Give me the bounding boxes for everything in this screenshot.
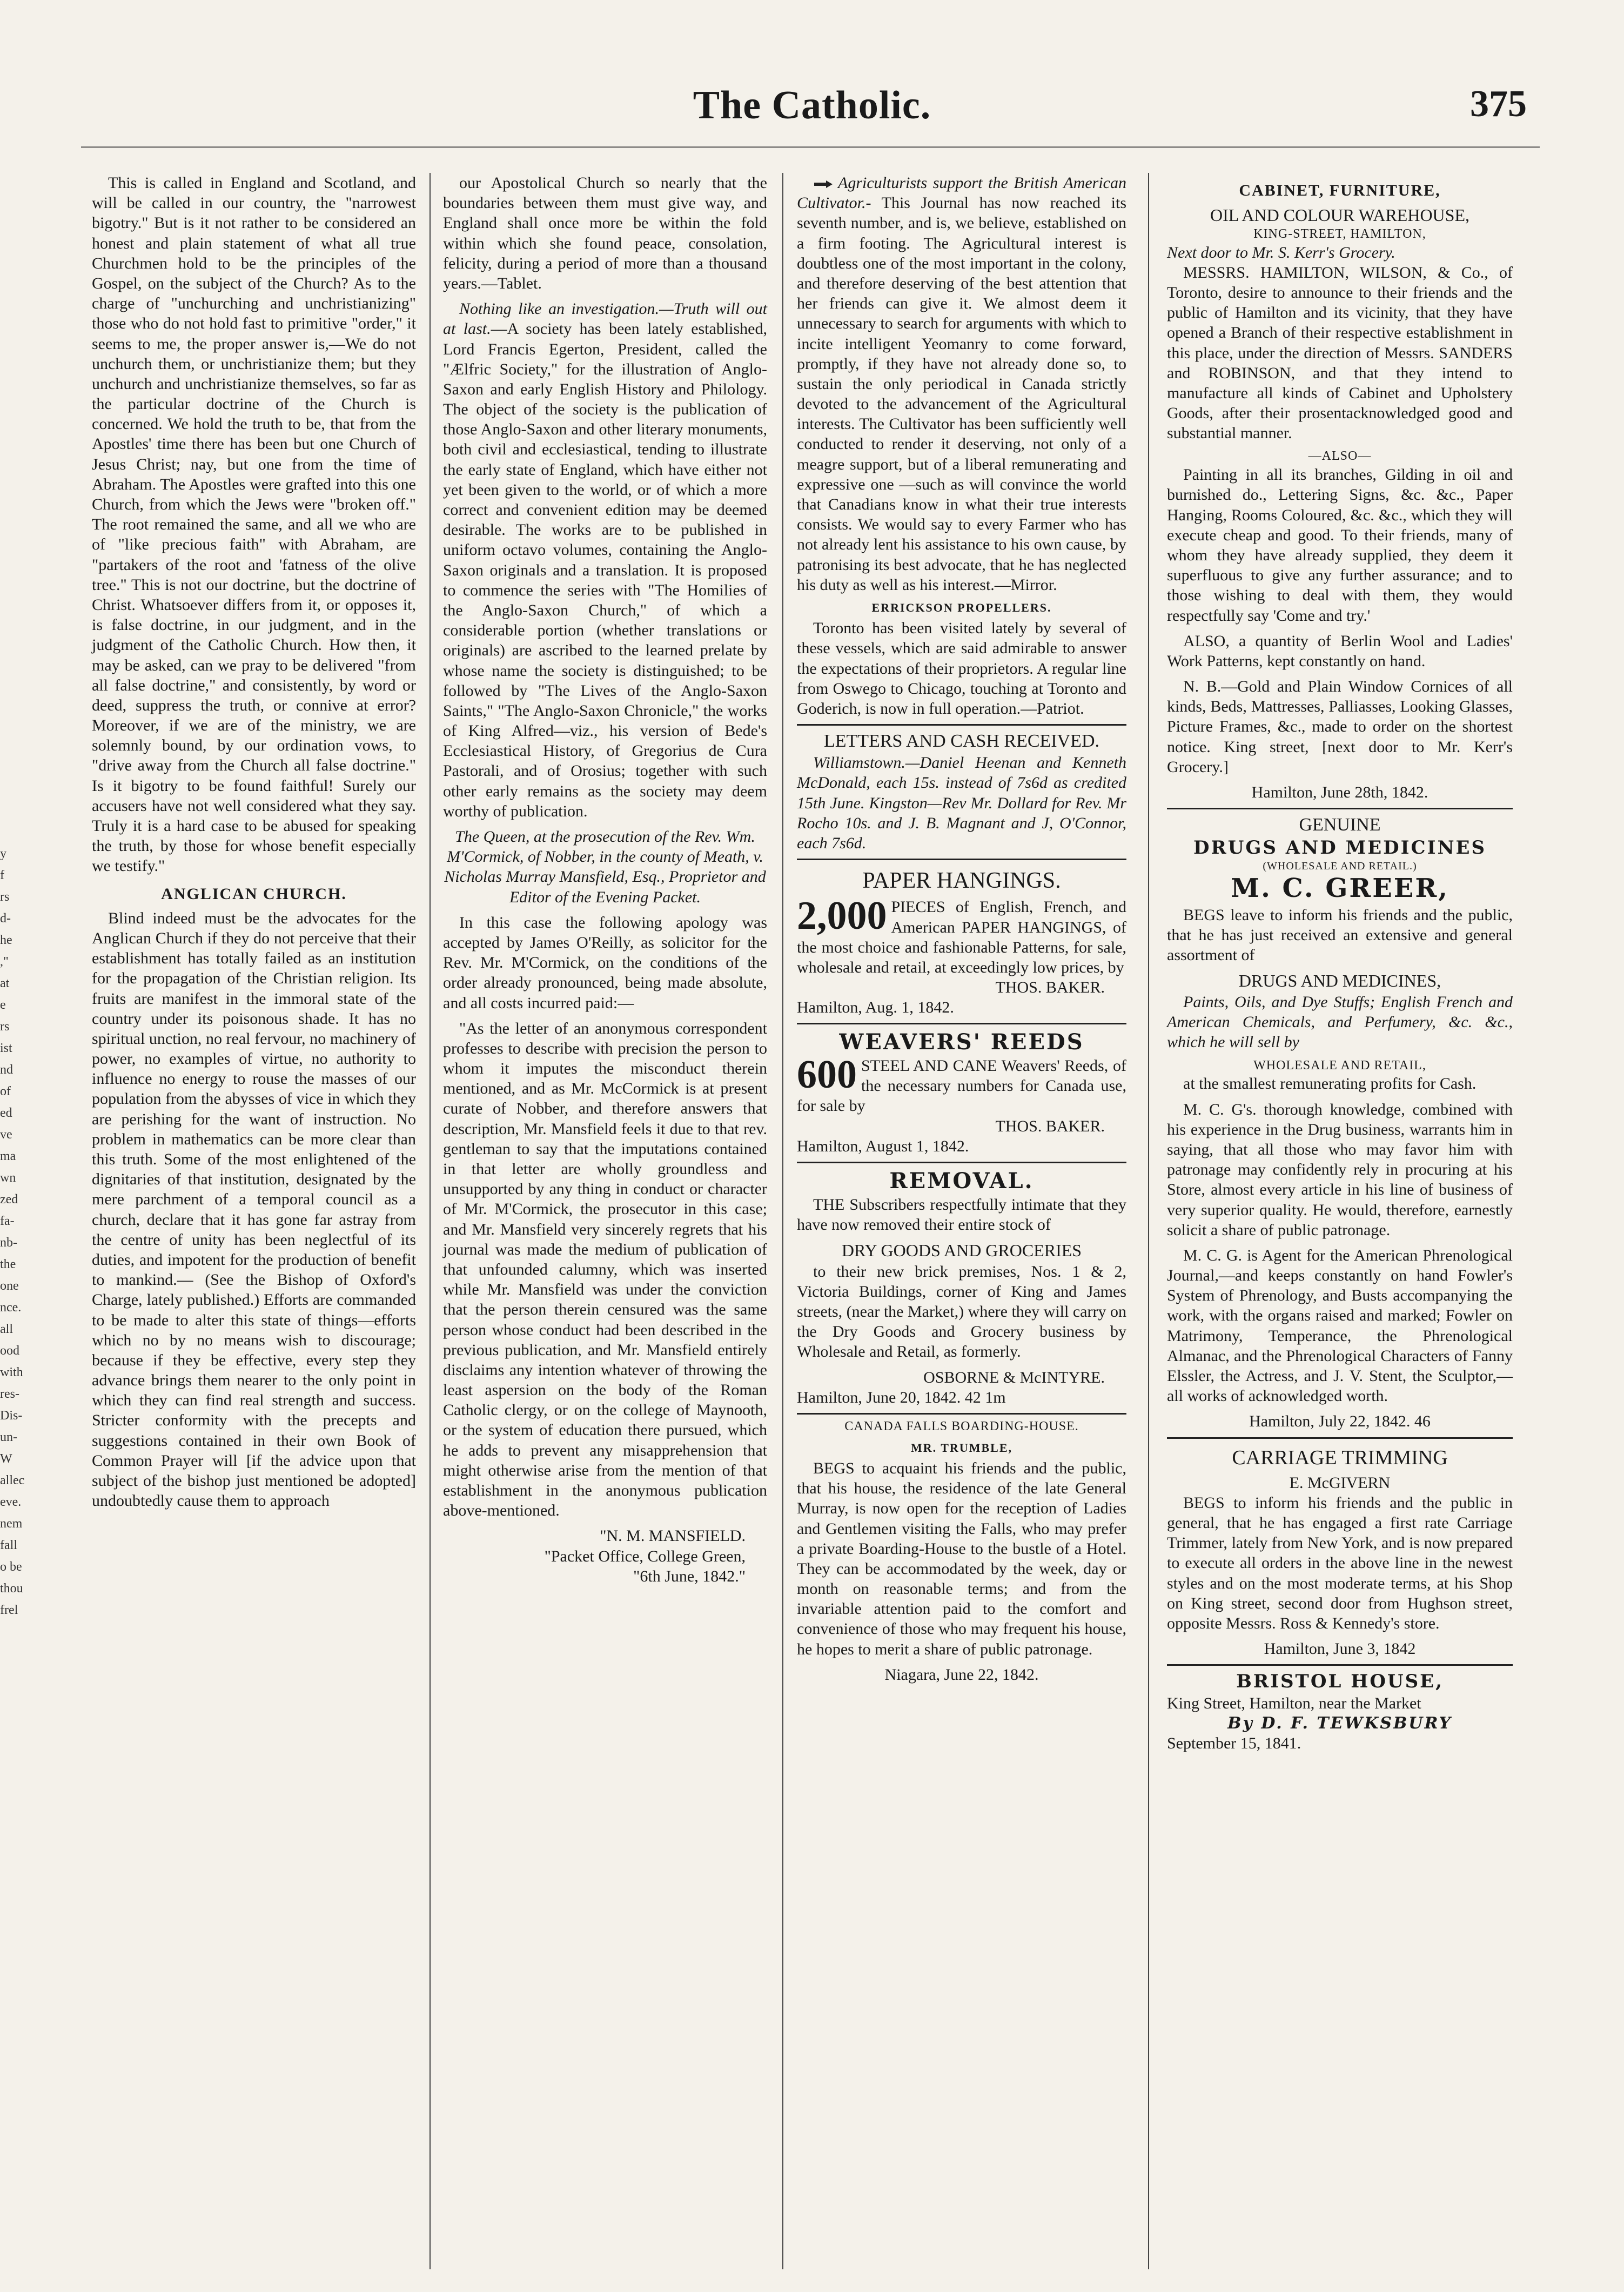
ad-heading: PAPER HANGINGS. bbox=[862, 868, 1061, 894]
article-text: our Apostolical Church so nearly that the boundaries between them must give way, and England shall once more be within the fold within which she found peace, consolation, felicity, during a period of more than a thousand years.—Tablet. bbox=[443, 174, 767, 292]
article-lead: Agriculturists support the British American Cultivator. bbox=[797, 174, 1126, 212]
page-title: The Catholic. bbox=[693, 83, 931, 128]
edge-fragment: thou bbox=[0, 1581, 23, 1596]
ad-date: Hamilton, June 3, 1842 bbox=[1264, 1640, 1416, 1658]
column-divider bbox=[430, 173, 431, 2269]
section-heading: ANGLICAN CHURCH. bbox=[161, 884, 347, 903]
article-text: Toronto has been visited lately by several of these vessels, which are said admirable to answer the expectations of their proprietors. A regular line from Oswego to Chicago, touching at Toronto and Goderich, is now in full operation.—Patriot. bbox=[797, 619, 1126, 718]
pointing-hand-icon bbox=[813, 178, 835, 190]
ad-address: Next door to Mr. S. Kerr's Grocery. bbox=[1167, 243, 1395, 262]
edge-fragment: all bbox=[0, 1322, 13, 1336]
ad-text: BEGS to inform his friends and the public in general, that he has engaged a first rate Carriage Trimmer, lately from New York, and is now prepared to execute all orders in the above line in the newest styles and on the most moderate terms, at his Shop on King street, second door from Hughson street, opposite Messrs. Ross & Kennedy's store. bbox=[1167, 1493, 1513, 1633]
edge-fragment: the bbox=[0, 1257, 16, 1271]
ad-text: N. B.—Gold and Plain Window Cornices of all kinds, Beds, Mattresses, Palliasses, Looking Glasses, Picture Frames, &c., made to order on the shortest notice. King street, [next door to Mr. Kerr's Grocery.] bbox=[1167, 678, 1513, 776]
edge-fragment: fall bbox=[0, 1538, 17, 1552]
ad-merchant-name: M. C. GREER, bbox=[1231, 873, 1449, 904]
edge-fragment: y bbox=[0, 847, 6, 861]
advertisement bbox=[797, 1023, 1126, 1156]
masthead-rule bbox=[81, 146, 1540, 148]
signature: "6th June, 1842." bbox=[633, 1567, 746, 1585]
edge-fragment: ma bbox=[0, 1149, 16, 1163]
ad-date: Niagara, June 22, 1842. bbox=[884, 1665, 1039, 1684]
edge-fragment: d- bbox=[0, 912, 11, 926]
edge-fragment: ood bbox=[0, 1344, 19, 1358]
ad-text: Paints, Oils, and Dye Stuffs; English French and American Chemicals, and Perfumery, &c. &c., which he will sell by bbox=[1167, 993, 1513, 1051]
column-divider bbox=[1148, 173, 1149, 2269]
masthead bbox=[0, 81, 1624, 135]
ad-heading: GENUINE bbox=[1299, 815, 1381, 835]
ad-text: THE Subscribers respectfully intimate that they have now removed their entire stock of bbox=[797, 1195, 1126, 1234]
ad-text: Painting in all its branches, Gilding in oil and burnished do., Lettering Signs, &c. &c., Paper Hanging, Rooms Coloured, &c. &c., which they will execute cheap and good. To their friends, many of whom they have already supplied, they deem it superfluous to give any further assurance; and to those wishing to deal with them, they would respectfully say 'Come and try.' bbox=[1167, 466, 1513, 625]
edge-fragment: he bbox=[0, 933, 12, 947]
article-paragraph bbox=[797, 173, 1126, 595]
edge-fragment: of bbox=[0, 1084, 11, 1098]
edge-fragment: o be bbox=[0, 1560, 22, 1574]
edge-fragment: nem bbox=[0, 1517, 23, 1531]
ad-signature: OSBORNE & McINTYRE. bbox=[923, 1368, 1105, 1386]
column-divider bbox=[782, 173, 783, 2269]
edge-fragment: W bbox=[0, 1452, 12, 1466]
ad-address: King Street, Hamilton, near the Market bbox=[1167, 1694, 1421, 1712]
edge-fragment: ist bbox=[0, 1041, 12, 1055]
section-heading: ERRICKSON PROPELLERS. bbox=[871, 600, 1052, 614]
ad-date: Hamilton, July 22, 1842. 46 bbox=[1249, 1412, 1431, 1431]
article-text: - This Journal has now reached its seventh number, and is, we believe, established on a firm footing. The Agricultural interest is doubtless one of the most important in the colony, and therefore deserving of the best attention that her friends can give it. We almost deem it unnecessary to search for arguments with which to incite intelligent Yeomanry to come forward, promptly, if they have not already done so, to sustain the only periodical in Canada strictly devoted to the advancement of the Agricultural interests. The Cultivator has been sufficiently well conducted to render it deserving, not only of a meagre support, but of a liberal remunerating and expressive one —such as will convince the world that Canadians know in what their true interests consists. We would say to every Farmer who has not already lent his assistance to his own cause, by patronising its best advocate, that he has neglected his duty as well as his interest.—Mirror. bbox=[797, 194, 1126, 594]
article-text: —A society has been lately established, Lord Francis Egerton, President, called the "Ælfric Society," for the illustration of Anglo-Saxon and early English History and Philology. The object of the society is the publication of those Anglo-Saxon and other literary monuments, both civil and ecclesiastical, tending to illustrate the early state of England, which have either not yet been given to the world, or of which a more correct and convenient edition may be deemed desirable. The works are to be published in uniform octavo volumes, containing the Anglo-Saxon originals and a translation. It is proposed to commence the series with "The Homilies of the Anglo-Saxon Church," of which a considerable portion (whether translations or originals) are ascribed to the learned prelate by whose name the society is distinguished; to be followed by "The Lives of the Anglo-Saxon Saints," "The Anglo-Saxon Chronicle," the works of King Alfred—viz., his version of Bede's Ecclesiastical History, of Gregorius de Cura Pastorali, and of Orosius; together with such other early remains as the society may deem worthy of publication. bbox=[443, 320, 767, 820]
ad-signature: THOS. BAKER. bbox=[995, 1117, 1105, 1135]
article-text: This is called in England and Scotland, and will be called in our country, the "narrowest bigotry." But is it not rather to be considered an honest and plain statement of what all true Churchmen hold to be the principles of the Gospel, on the subject of the Church? As to the charge of "unchurching and unchristianizing" those who do not hold fast to primitive "order," it seems to me, the proper answer is,—We do not unchurch them, or unchristianize them; but they unchurch and unchristianize themselves, so far as the particular doctrine of the Church is concerned. We hold the truth to be, that from the Apostles' time there has been but one Church of Jesus Christ; nay, but one from the time of Abraham. The Apostles were grafted into this one Church, from which the Jews were "broken off." The root remained the same, and all we who are of "like precious faith" with Abraham, are "partakers of the root and 'fatness of the olive tree." This is not our doctrine, but the doctrine of Christ. Whatsoever differs from it, or opposes it, is false doctrine, in our judgment, and in the judgment of the Catholic Church. How then, it may be asked, can we pray to be delivered "from all false doctrine," and consistently, by word or deed, suppress the truth, or connive at error? Moreover, if we are of the ministry, we are solemnly bound, by our ordination vows, to "drive away from the Church all false doctrine." Is it bigotry to be found faithful! Surely our accusers have not well considered what they say. Truly it is a hard case to be abused for speaking the truth, by those for whose benefit especially we testify." bbox=[92, 174, 416, 875]
article-text: In this case the following apology was accepted by James O'Reilly, as solicitor for the Rev. Mr. M'Cormick, on the conditions of the order already pronounced, being made absolute, and all costs incurred paid:— bbox=[443, 913, 767, 1012]
ad-signature: THOS. BAKER. bbox=[995, 979, 1105, 997]
ad-proprietor: By D. F. TEWKSBURY bbox=[1227, 1713, 1452, 1733]
ad-merchant-name: E. McGIVERN bbox=[1289, 1473, 1391, 1492]
ad-text: MESSRS. HAMILTON, WILSON, & Co., of Toronto, desire to announce to their friends and the public of Hamilton and its vicinity, that they have opened a Branch of their respective establishment in this place, under the direction of Messrs. SANDERS and ROBINSON, and that they intend to manufacture all kinds of Cabinet and Upholstery Goods, after their prosentacknowledged good and substantial manner. bbox=[1167, 263, 1513, 443]
advertisement bbox=[797, 1162, 1126, 1408]
edge-fragment: frel bbox=[0, 1603, 18, 1617]
ad-text: at the smallest remunerating profits for Cash. bbox=[1183, 1075, 1477, 1093]
ad-heading: LETTERS AND CASH RECEIVED. bbox=[824, 731, 1099, 752]
ad-date: Hamilton, June 28th, 1842. bbox=[1251, 783, 1428, 802]
ad-date: Hamilton, June 20, 1842. 42 1m bbox=[797, 1388, 1006, 1406]
ad-heading: DRUGS AND MEDICINES bbox=[1193, 837, 1487, 859]
advertisement bbox=[1167, 808, 1513, 1431]
ad-text: STEEL AND CANE Weavers' Reeds, of the necessary numbers for Canada use, for sale by bbox=[797, 1057, 1126, 1115]
advertisement bbox=[797, 859, 1126, 1017]
edge-fragment: at bbox=[0, 976, 10, 990]
article-lead: The Queen, at the prosecution of the Rev. Wm. M'Cormick, of Nobber, in the county of Meath, v. Nicholas Murray Mansfield, Esq., Proprietor and Editor of the Evening Packet. bbox=[444, 828, 766, 906]
ad-text: BEGS leave to inform his friends and the public, that he has just received an extensive and general assortment of bbox=[1167, 906, 1513, 964]
ad-text: Williamstown.—Daniel Heenan and Kenneth McDonald, each 15s. instead of 7s6d as credited 15th June. Kingston—Rev Mr. Dollard for Rev. Mr Rocho 10s. and J. B. Magnant and J, O'Connor, each 7s6d. bbox=[797, 754, 1126, 853]
page-number: 375 bbox=[1470, 83, 1527, 125]
edge-fragment: fa- bbox=[0, 1214, 15, 1228]
ad-heading: CABINET, FURNITURE, bbox=[1239, 182, 1441, 199]
ad-text: PIECES of English, French, and American PAPER HANGINGS, of the most choice and fashionable Patterns, for sale, wholesale and retail, at exceedingly low prices, by bbox=[797, 898, 1126, 976]
ad-heading: REMOVAL. bbox=[889, 1168, 1034, 1194]
edge-fragment: rs bbox=[0, 1020, 10, 1034]
ad-date: Hamilton, Aug. 1, 1842. bbox=[797, 998, 954, 1017]
article-lead: Nothing like an investigation.—Truth will out at last. bbox=[443, 300, 767, 338]
ad-text: to their new brick premises, Nos. 1 & 2, Victoria Buildings, corner of King and James streets, (near the Market,) where they will carry on the Dry Goods and Grocery business by Wholesale and Retail, as formerly. bbox=[797, 1262, 1126, 1361]
edge-fragment: nb- bbox=[0, 1236, 17, 1250]
edge-fragment: eve. bbox=[0, 1495, 22, 1509]
edge-fragment: rs bbox=[0, 890, 10, 904]
edge-fragment: ," bbox=[0, 955, 9, 969]
advertisement bbox=[797, 724, 1126, 853]
edge-fragment: f bbox=[0, 868, 4, 882]
edge-fragment: nd bbox=[0, 1063, 13, 1077]
ad-heading: CARRIAGE TRIMMING bbox=[1232, 1446, 1448, 1469]
ad-quantity: 2,000 bbox=[797, 894, 887, 939]
ad-heading: OIL AND COLOUR WAREHOUSE, bbox=[1210, 205, 1469, 225]
signature: "Packet Office, College Green, bbox=[544, 1547, 746, 1565]
ad-heading: BRISTOL HOUSE, bbox=[1236, 1671, 1444, 1693]
ad-text: M. C. G. is Agent for the American Phrenological Journal,—and keeps constantly on hand Fowler's System of Phrenology, and Busts accompanying the work, with the organs raised and marked; Fowler on Matrimony, Temperance, the Phrenological Almanac, and the Phrenological Characters of Fanny Elssler, the Actress, and J. V. Stent, the Sculptor,—all works of acknowledged worth. bbox=[1167, 1246, 1513, 1405]
edge-fragment: ed bbox=[0, 1106, 12, 1120]
adjacent-page-edge bbox=[0, 843, 70, 1621]
ad-text: ALSO, a quantity of Berlin Wool and Ladies' Work Patterns, kept constantly on hand. bbox=[1167, 632, 1513, 670]
ad-subheading: WHOLESALE AND RETAIL, bbox=[1253, 1058, 1426, 1073]
column-4 bbox=[1167, 173, 1513, 2280]
ad-date: September 15, 1841. bbox=[1167, 1734, 1301, 1752]
ad-subheading: (WHOLESALE AND RETAIL.) bbox=[1263, 860, 1417, 872]
article-text: "As the letter of an anonymous correspondent professes to describe with precision the person to whom it imputes the misconduct therein mentioned, and as Mr. McCormick is at present curate of Nobber, and therefore answers that description, Mr. Mansfield feels it due to that rev. gentleman to say that the imputations contained in that letter are wholly groundless and unsupported by any thing in conduct or character of Mr. M'Cormick, the prosecutor in this case; and Mr. Mansfield very sincerely regrets that his journal was made the medium of publication of that unfounded calumny, which was inserted while Mr. Mansfield was under the conviction that the person therein censured was the same person whose conduct had been described in the previous publication, and Mr. Mansfield entirely disclaims any intention whatever of throwing the least aspersion on the body of the Roman Catholic clergy, or on the college of Maynooth, or the system of education there pursued, which he adds to prevent any misapprehension that might otherwise arise from the mention of that establishment in the anonymous publication above-mentioned. bbox=[443, 1019, 767, 1520]
edge-fragment: one bbox=[0, 1279, 19, 1293]
edge-fragment: allec bbox=[0, 1473, 25, 1487]
ad-text: BEGS to acquaint his friends and the public, that his house, the residence of the late General Murray, is now open for the reception of Ladies and Gentlemen visiting the Falls, who may prefer a private Boarding-House to the bustle of a Hotel. They can be accommodated by the week, day or month on reasonable terms; and from the invariable attention paid to the comfort and convenience of those who may frequent his house, he hopes to merit a share of public patronage. bbox=[797, 1459, 1126, 1658]
column-2 bbox=[443, 173, 767, 2280]
ad-goods: DRY GOODS AND GROCERIES bbox=[841, 1240, 1082, 1260]
ad-text: M. C. G's. thorough knowledge, combined with his experience in the Drug business, warrants him in saying, that all those who may favor him with patronage may confidently rely in procuring at his Store, almost every article in his line of business of very superior quality. He would, therefore, earnestly solicit a share of public patronage. bbox=[1167, 1100, 1513, 1239]
ad-name: MR. TRUMBLE, bbox=[911, 1440, 1012, 1455]
article-text: Blind indeed must be the advocates for the Anglican Church if they do not perceive that their establishment has totally failed as an institution for the propagation of the Christian religion. Its fruits are manifest in the immoral state of the country under its poisonous shade. It has no spiritual unction, no real fervour, no machinery of power, no examples of virtue, no authority to influence no energy to rouse the masses of our population from the abysses of vice in which they are perishing for the want of instruction. No problem in mathematics can be more clear than this truth. Some of the most enlightened of the dignitaries of that institution, designated by the mere parchment of a temporal council as a church, declare that it has gone far astray from the centre of unity has been neglectful of its duties, and impotent for the production of benefit to mankind.— (See the Bishop of Oxford's Charge, lately published.) Efforts are commanded to be made to alter this state of things—efforts which no by no means wish to discourage; because if they be effective, every step they advance brings them nearer to the only point in which they can find real strength and success. Stricter conformity with the precepts and suggestions contained in their own Book of Common Prayer will [if the advice upon that subject of the bishop just mentioned be adopted] undoubtedly cause them to approach bbox=[92, 909, 416, 1510]
edge-fragment: Dis- bbox=[0, 1409, 23, 1423]
ad-heading: CANADA FALLS BOARDING-HOUSE. bbox=[844, 1419, 1079, 1433]
advertisement bbox=[1167, 1664, 1513, 1753]
ad-date: Hamilton, August 1, 1842. bbox=[797, 1137, 969, 1155]
ad-goods: DRUGS AND MEDICINES, bbox=[1238, 971, 1441, 991]
ad-quantity: 600 bbox=[797, 1053, 857, 1097]
advertisement bbox=[1167, 1437, 1513, 1659]
advertisement bbox=[797, 1413, 1126, 1685]
edge-fragment: res- bbox=[0, 1387, 19, 1401]
column-1 bbox=[92, 173, 416, 2280]
signature: "N. M. MANSFIELD. bbox=[600, 1527, 746, 1545]
ad-heading: WEAVERS' REEDS bbox=[839, 1029, 1084, 1055]
article-paragraph bbox=[443, 299, 767, 821]
edge-fragment: ve bbox=[0, 1128, 12, 1142]
edge-fragment: with bbox=[0, 1365, 23, 1379]
edge-fragment: wn bbox=[0, 1171, 16, 1185]
edge-fragment: zed bbox=[0, 1192, 18, 1207]
edge-fragment: un- bbox=[0, 1430, 17, 1444]
ad-address: KING-STREET, HAMILTON, bbox=[1253, 226, 1426, 241]
ad-divider-label: —ALSO— bbox=[1308, 449, 1372, 464]
column-3 bbox=[797, 173, 1126, 2280]
edge-fragment: e bbox=[0, 998, 6, 1012]
edge-fragment: nce. bbox=[0, 1301, 22, 1315]
